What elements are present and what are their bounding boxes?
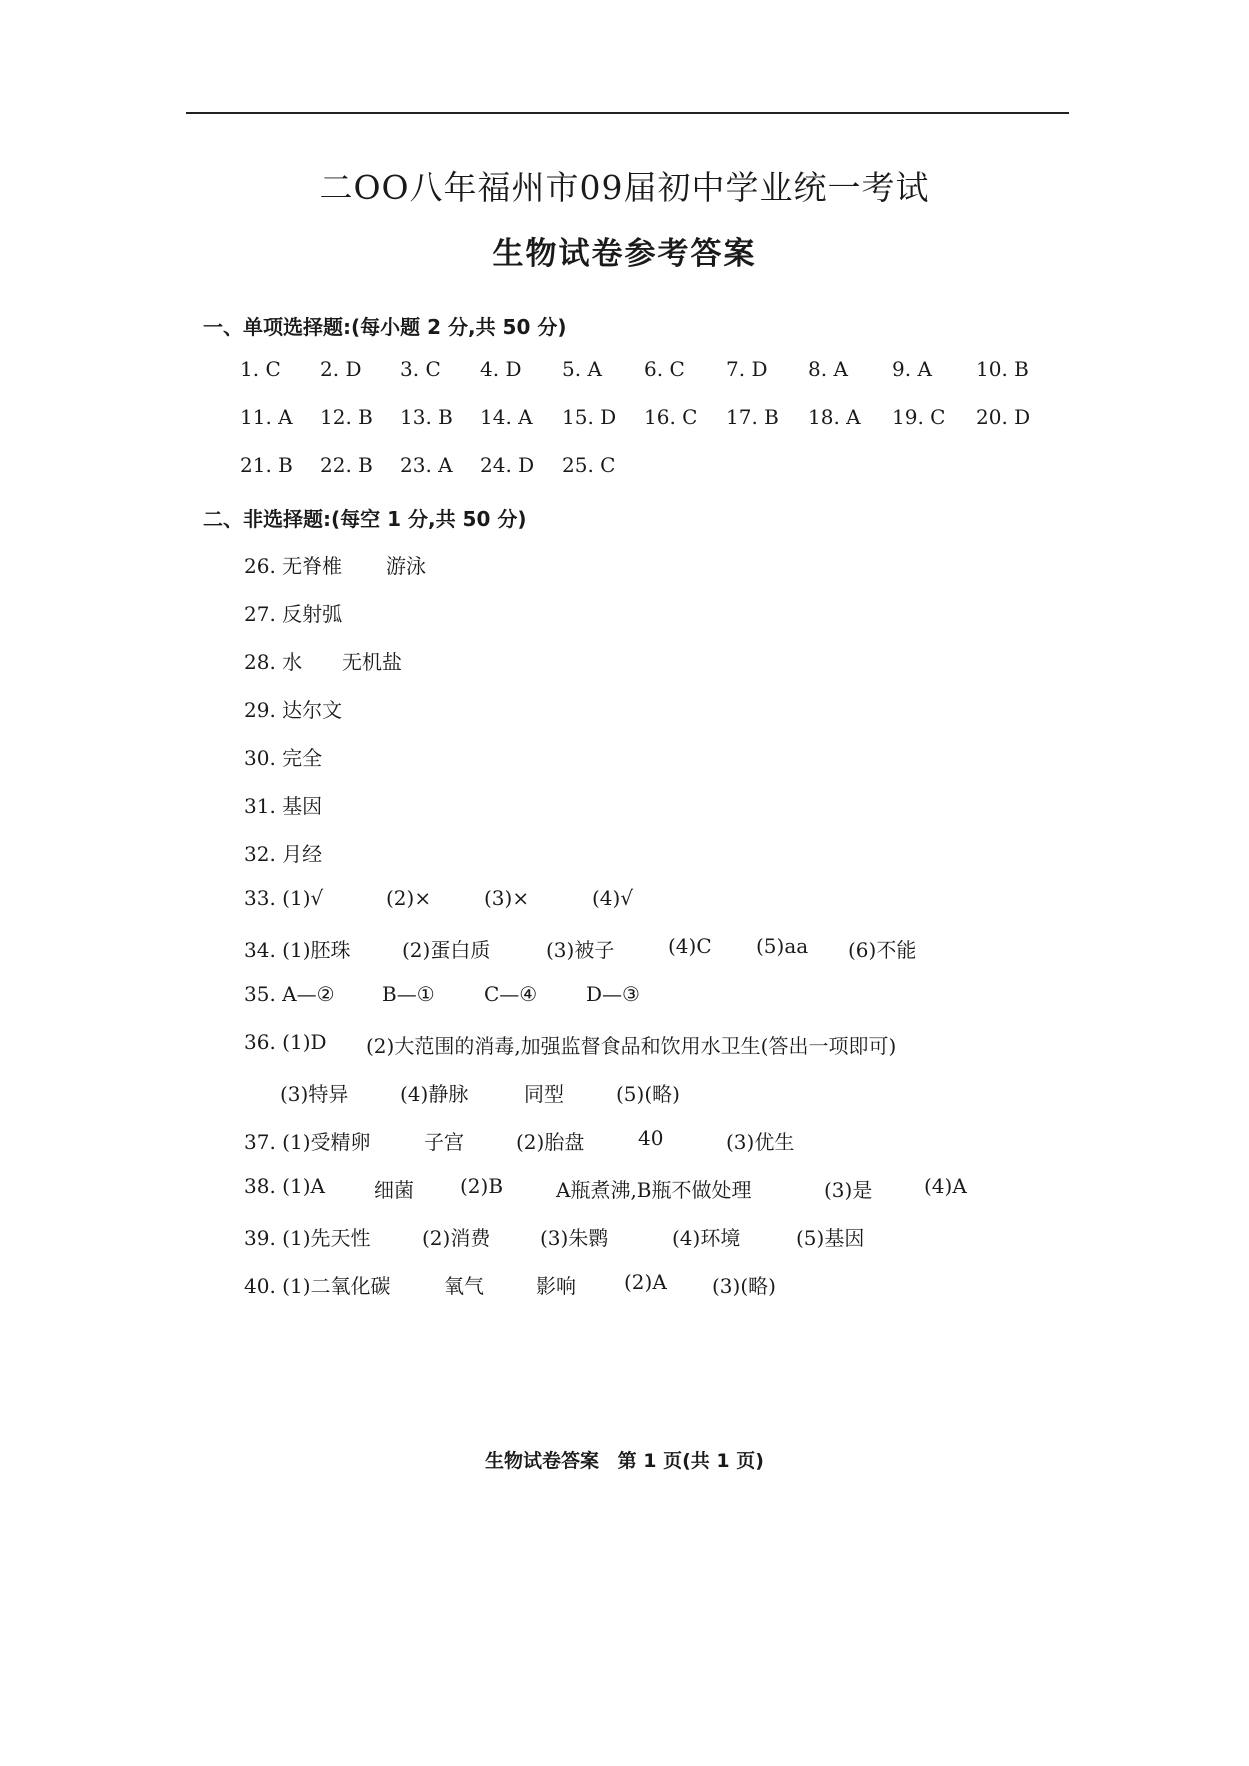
answer-text: 氧气: [444, 1274, 484, 1298]
mc-answer: 17. B: [726, 405, 779, 429]
mc-answer: 1. C: [240, 357, 281, 381]
answer-text: 子宫: [424, 1130, 464, 1154]
answer-text: (2)B: [460, 1174, 504, 1198]
answer-text: C—④: [484, 982, 538, 1006]
answer-text: (3)×: [484, 886, 530, 910]
answer-text: 37. (1)受精卵: [244, 1130, 371, 1154]
answer-text: 28. 水: [244, 650, 303, 674]
answer-text: 40. (1)二氧化碳: [244, 1274, 391, 1298]
answer-text: (3)朱鹮: [540, 1226, 609, 1250]
document-subtitle: 生物试卷参考答案: [492, 236, 757, 272]
answer-text: (3)是: [824, 1178, 873, 1202]
mc-answer: 22. B: [320, 453, 373, 477]
mc-answer: 15. D: [562, 405, 617, 429]
answer-text: 29. 达尔文: [244, 698, 343, 722]
answer-text: (2)A: [624, 1270, 667, 1294]
answer-text: 38. (1)A: [244, 1174, 325, 1198]
answer-text: (5)(略): [616, 1082, 680, 1106]
answer-text: (4)静脉: [400, 1082, 469, 1106]
mc-answer: 16. C: [644, 405, 698, 429]
answer-text: (3)(略): [712, 1274, 776, 1298]
answer-text: 无机盐: [342, 650, 402, 674]
mc-answer: 5. A: [562, 357, 602, 381]
answer-text: 34. (1)胚珠: [244, 938, 351, 962]
answer-text: (4)C: [668, 934, 712, 958]
mc-answer: 19. C: [892, 405, 946, 429]
section1-heading: 一、单项选择题:(每小题 2 分,共 50 分): [203, 315, 567, 339]
answer-text: 游泳: [386, 554, 426, 578]
answer-text: 35. A—②: [244, 982, 335, 1006]
mc-answer: 7. D: [726, 357, 768, 381]
answer-text: 40: [638, 1126, 664, 1150]
mc-answer: 3. C: [400, 357, 441, 381]
answer-text: (5)基因: [796, 1226, 865, 1250]
answer-text: (4)A: [924, 1174, 967, 1198]
answer-text: 细菌: [374, 1178, 414, 1202]
answer-text: 26. 无脊椎: [244, 554, 343, 578]
answer-text: (2)消费: [422, 1226, 491, 1250]
footer-page-number: 第 1 页(共 1 页): [617, 1450, 764, 1472]
answer-text: (2)大范围的消毒,加强监督食品和饮用水卫生(答出一项即可): [366, 1034, 897, 1058]
mc-answer: 4. D: [480, 357, 522, 381]
mc-answer: 12. B: [320, 405, 373, 429]
answer-text: (5)aa: [756, 934, 809, 958]
page-footer: [0, 1446, 1249, 1473]
answer-text: 36. (1)D: [244, 1030, 327, 1054]
answer-text: 影响: [536, 1274, 576, 1298]
footer-document-name: 生物试卷答案: [485, 1450, 600, 1472]
answer-text: A瓶煮沸,B瓶不做处理: [556, 1178, 752, 1202]
answer-text: (3)被子: [546, 938, 615, 962]
answer-text: (6)不能: [848, 938, 917, 962]
mc-answer: 14. A: [480, 405, 533, 429]
answer-text: (2)×: [386, 886, 432, 910]
answer-text: 30. 完全: [244, 746, 323, 770]
answer-text: 27. 反射弧: [244, 602, 343, 626]
answer-text: 32. 月经: [244, 842, 323, 866]
answer-text: (4)√: [592, 886, 634, 910]
document-title: 二OO八年福州市09届初中学业统一考试: [319, 168, 930, 207]
mc-answer: 2. D: [320, 357, 362, 381]
mc-answer: 13. B: [400, 405, 453, 429]
mc-answer: 6. C: [644, 357, 685, 381]
mc-answer: 18. A: [808, 405, 861, 429]
answer-text: (3)优生: [726, 1130, 795, 1154]
mc-answer: 25. C: [562, 453, 616, 477]
answer-text: (4)环境: [672, 1226, 741, 1250]
mc-answer: 9. A: [892, 357, 932, 381]
mc-answer: 23. A: [400, 453, 453, 477]
answer-text: (2)蛋白质: [402, 938, 491, 962]
answer-text: 33. (1)√: [244, 886, 324, 910]
answer-text: 同型: [524, 1082, 564, 1106]
top-rule: [186, 112, 1069, 114]
mc-answer: 20. D: [976, 405, 1031, 429]
answer-text: D—③: [586, 982, 640, 1006]
answer-text: (2)胎盘: [516, 1130, 585, 1154]
mc-answer: 24. D: [480, 453, 535, 477]
answer-text: (3)特异: [280, 1082, 349, 1106]
mc-answer: 11. A: [240, 405, 293, 429]
section2-heading: 二、非选择题:(每空 1 分,共 50 分): [203, 507, 527, 531]
mc-answer: 8. A: [808, 357, 848, 381]
mc-answer: 21. B: [240, 453, 293, 477]
answer-text: B—①: [382, 982, 435, 1006]
answer-text: 39. (1)先天性: [244, 1226, 371, 1250]
answer-text: 31. 基因: [244, 794, 323, 818]
mc-answer: 10. B: [976, 357, 1029, 381]
